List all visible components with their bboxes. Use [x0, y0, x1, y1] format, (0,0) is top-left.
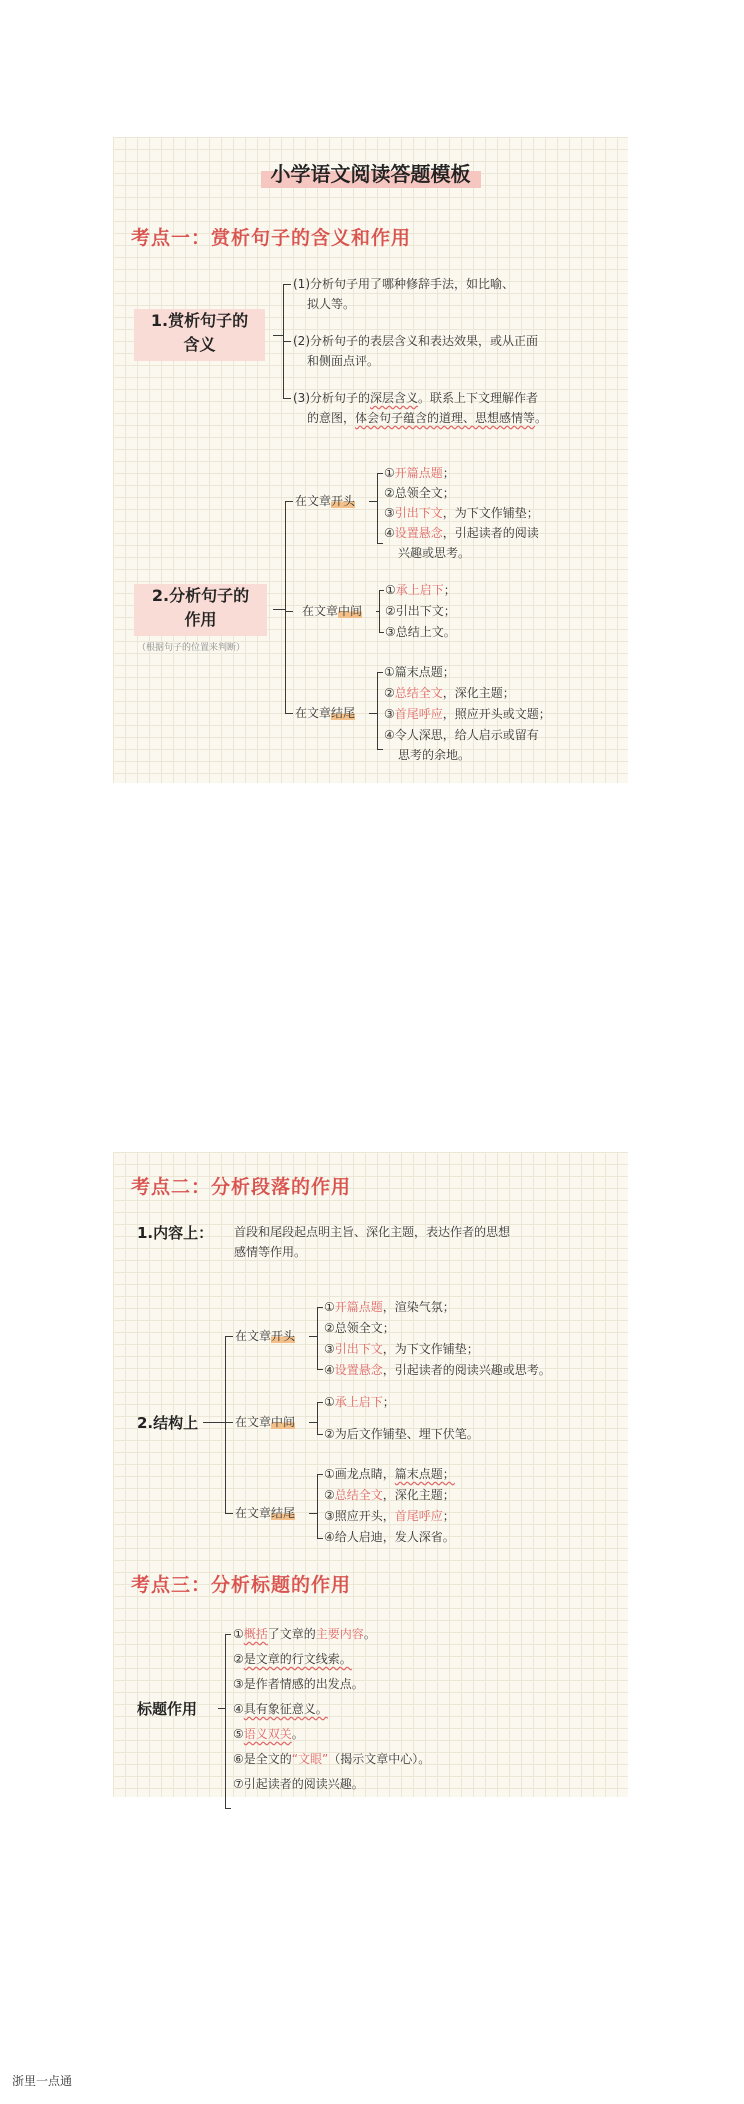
text-fragment: 首段和尾段起点明主旨、深化主题，表达作者的思想	[234, 1225, 511, 1239]
structure-bracket	[225, 1336, 226, 1513]
text-fragment: 引起读者的阅读兴趣。	[243, 1777, 364, 1791]
part2-begin-item-2	[384, 483, 455, 503]
structure-end-label	[235, 1503, 295, 1523]
text-fragment: ，为下文作铺垫；	[442, 506, 539, 520]
text-fragment: 总领全文；	[334, 1321, 395, 1335]
text-fragment: ②	[324, 1488, 335, 1502]
text-fragment: 篇末点题；	[394, 665, 455, 679]
text-fragment: 照应开头，	[334, 1509, 395, 1523]
structure-label: 2.结构上	[137, 1414, 199, 1432]
text-fragment: 感情等作用。	[234, 1245, 307, 1259]
text-fragment: 承上启下	[395, 583, 444, 597]
text-fragment: 含义	[183, 335, 216, 354]
text-fragment: ④	[384, 728, 395, 742]
text-fragment: 。	[363, 1627, 376, 1641]
text-fragment: ①	[324, 1467, 335, 1481]
text-fragment: 作用	[184, 610, 217, 629]
text-fragment: 在文章	[235, 1329, 272, 1343]
structure-begin-item-3	[324, 1339, 479, 1359]
text-fragment: 的意图，	[307, 411, 356, 425]
structure-end-item-2	[324, 1485, 455, 1505]
text-fragment: ③	[233, 1677, 244, 1691]
text-fragment: (3)分析句子的	[293, 391, 370, 405]
title-role-item-5	[233, 1724, 304, 1744]
text-fragment: 具有象征意义。	[243, 1702, 328, 1716]
text-fragment: 引出下文	[394, 506, 443, 520]
text-fragment: 中间	[338, 604, 363, 618]
part2-end-item-1	[384, 662, 455, 682]
structure-middle-label	[235, 1412, 295, 1432]
content-text	[234, 1222, 510, 1262]
structure-end-item-4	[324, 1527, 455, 1547]
content-label: 1.内容上：	[137, 1224, 214, 1242]
text-fragment: ②	[324, 1321, 335, 1335]
footer-watermark: 浙里一点通	[12, 2074, 73, 2088]
text-fragment: (2)分析句子的表层含义和表达效果，或从正面	[293, 334, 538, 348]
text-fragment: 是文章的行文线索。	[243, 1652, 352, 1666]
text-fragment: ①	[324, 1395, 335, 1409]
section-heading-3: 考点三：分析标题的作用	[131, 1574, 352, 1596]
page-title: 小学语文阅读答题模板	[261, 157, 481, 188]
part2-label	[134, 584, 267, 636]
text-fragment: ，渲染气氛；	[382, 1300, 455, 1314]
structure-middle-item-1	[324, 1392, 395, 1412]
text-fragment: ③	[384, 506, 395, 520]
title-role-item-7	[233, 1774, 364, 1794]
part2-end-item-2	[384, 683, 515, 703]
title-role-item-2	[233, 1649, 352, 1669]
part2-end-item-4	[384, 725, 539, 765]
part1-label	[134, 309, 265, 361]
section-heading-1: 考点一：赏析句子的含义和作用	[131, 227, 412, 249]
text-fragment: 2.分析句子的	[151, 586, 250, 605]
structure-begin-item-4	[324, 1360, 551, 1380]
text-fragment: ，照应开头或文题；	[442, 707, 551, 721]
text-fragment: 概括	[243, 1627, 268, 1641]
text-fragment: ②	[385, 604, 396, 618]
section-heading-2: 考点二：分析段落的作用	[131, 1176, 352, 1198]
text-fragment: ②	[384, 686, 395, 700]
text-fragment: ，引起读者的阅读兴趣或思考。	[382, 1363, 551, 1377]
text-fragment: ④	[233, 1702, 244, 1716]
text-fragment: 中间	[271, 1415, 296, 1429]
text-fragment: ④	[384, 526, 395, 540]
text-fragment: ；	[443, 583, 456, 597]
text-fragment: 设置悬念	[394, 526, 443, 540]
text-fragment: 总领全文；	[394, 486, 455, 500]
text-fragment: 开头	[331, 494, 356, 508]
text-fragment: 在文章	[302, 604, 339, 618]
structure-begin-label	[235, 1326, 295, 1346]
text-fragment: ②	[324, 1427, 335, 1441]
text-fragment: (1)分析句子用了哪种修辞手法，如比喻、	[293, 277, 514, 291]
text-fragment: 总结全文	[394, 686, 443, 700]
text-fragment: 语义双关	[243, 1727, 292, 1741]
title-role-item-3	[233, 1674, 364, 1694]
part2-end-label	[295, 703, 355, 723]
template-card-2	[113, 1152, 628, 1797]
text-fragment: ④	[324, 1363, 335, 1377]
text-fragment: ；	[442, 466, 455, 480]
text-fragment: 引出下文；	[395, 604, 456, 618]
text-fragment: 兴趣或思考。	[398, 546, 471, 560]
text-fragment: ②	[233, 1652, 244, 1666]
text-fragment: ③	[324, 1509, 335, 1523]
part2-begin-item-1	[384, 463, 455, 483]
text-fragment: ①	[384, 466, 395, 480]
text-fragment: 1.赏析句子的	[150, 311, 249, 330]
text-fragment: 了文章的	[267, 1627, 316, 1641]
text-fragment: 首尾呼应	[394, 1509, 443, 1523]
text-fragment: 结尾	[271, 1506, 296, 1520]
text-fragment: 引出下文	[334, 1342, 383, 1356]
text-fragment: 为后文作铺垫、埋下伏笔。	[334, 1427, 479, 1441]
part2-bracket	[285, 501, 286, 714]
structure-end-item-3	[324, 1506, 455, 1526]
text-fragment: “文眼”	[291, 1752, 329, 1766]
title-role-item-6	[233, 1749, 430, 1769]
title-role-bracket	[225, 1634, 226, 1808]
text-fragment: 画龙点睛，	[334, 1467, 395, 1481]
text-fragment: 。联系上下文理解作者	[418, 391, 539, 405]
text-fragment: 开篇点题	[334, 1300, 383, 1314]
text-fragment: 。	[291, 1727, 304, 1741]
text-fragment: 总结全文	[334, 1488, 383, 1502]
part2-begin-item-3	[384, 503, 539, 523]
text-fragment: 思考的余地。	[398, 748, 471, 762]
text-fragment: 在文章	[235, 1506, 272, 1520]
text-fragment: ①	[385, 583, 396, 597]
structure-middle-item-2	[324, 1424, 479, 1444]
text-fragment: 在文章	[295, 494, 332, 508]
text-fragment: 开头	[271, 1329, 296, 1343]
text-fragment: ；	[382, 1395, 395, 1409]
text-fragment: ，深化主题；	[442, 686, 515, 700]
text-fragment: ；	[442, 1509, 455, 1523]
text-fragment: ③	[384, 707, 395, 721]
text-fragment: ⑥	[233, 1752, 244, 1766]
title-role-label: 标题作用	[137, 1700, 198, 1718]
text-fragment: 总结上文。	[395, 625, 456, 639]
title-role-item-4	[233, 1699, 328, 1719]
text-fragment: 和侧面点评。	[307, 354, 380, 368]
part2-middle-item-3	[385, 622, 456, 642]
text-fragment: 是作者情感的出发点。	[243, 1677, 364, 1691]
structure-begin-item-1	[324, 1297, 455, 1317]
text-fragment: ③	[385, 625, 396, 639]
text-fragment: 体会句子蕴含的道理、思想感情等	[355, 411, 536, 425]
structure-begin-item-2	[324, 1318, 395, 1338]
part2-begin-item-4	[384, 523, 539, 563]
part2-begin-label	[295, 491, 355, 511]
text-fragment: 在文章	[235, 1415, 272, 1429]
text-fragment: 设置悬念	[334, 1363, 383, 1377]
text-fragment: ①	[384, 665, 395, 679]
text-fragment: ④	[324, 1530, 335, 1544]
text-fragment: ③	[324, 1342, 335, 1356]
text-fragment: 结尾	[331, 706, 356, 720]
text-fragment: 是全文的	[243, 1752, 292, 1766]
text-fragment: 拟人等。	[307, 297, 356, 311]
text-fragment: ②	[384, 486, 395, 500]
text-fragment: 深层含义	[370, 391, 419, 405]
text-fragment: 承上启下	[334, 1395, 383, 1409]
text-fragment: 首尾呼应	[394, 707, 443, 721]
text-fragment: 篇末点题；	[394, 1467, 455, 1481]
text-fragment: 给人启迪，发人深省。	[334, 1530, 455, 1544]
part2-middle-item-2	[385, 601, 456, 621]
text-fragment: ，引起读者的阅读	[442, 526, 539, 540]
text-fragment: ①	[324, 1300, 335, 1314]
text-fragment: ⑦	[233, 1777, 244, 1791]
text-fragment: 开篇点题	[394, 466, 443, 480]
text-fragment: 令人深思，给人启示或留有	[394, 728, 539, 742]
template-card-1	[113, 137, 628, 783]
part1-item-3	[293, 388, 547, 428]
part2-middle-item-1	[385, 580, 456, 600]
text-fragment: ⑤	[233, 1727, 244, 1741]
structure-end-item-1	[324, 1464, 455, 1484]
text-fragment: ，深化主题；	[382, 1488, 455, 1502]
part1-item-2	[293, 331, 538, 371]
text-fragment: （揭示文章中心）。	[328, 1752, 431, 1766]
title-role-item-1	[233, 1624, 376, 1644]
part2-note: （根据句子的位置来判断）	[137, 643, 246, 653]
text-fragment: 主要内容	[315, 1627, 364, 1641]
part2-end-item-3	[384, 704, 551, 724]
text-fragment: ，为下文作铺垫；	[382, 1342, 479, 1356]
part1-item-1	[293, 274, 514, 314]
text-fragment: ①	[233, 1627, 244, 1641]
text-fragment: 。	[535, 411, 548, 425]
text-fragment: 在文章	[295, 706, 332, 720]
part2-middle-label	[302, 601, 362, 621]
